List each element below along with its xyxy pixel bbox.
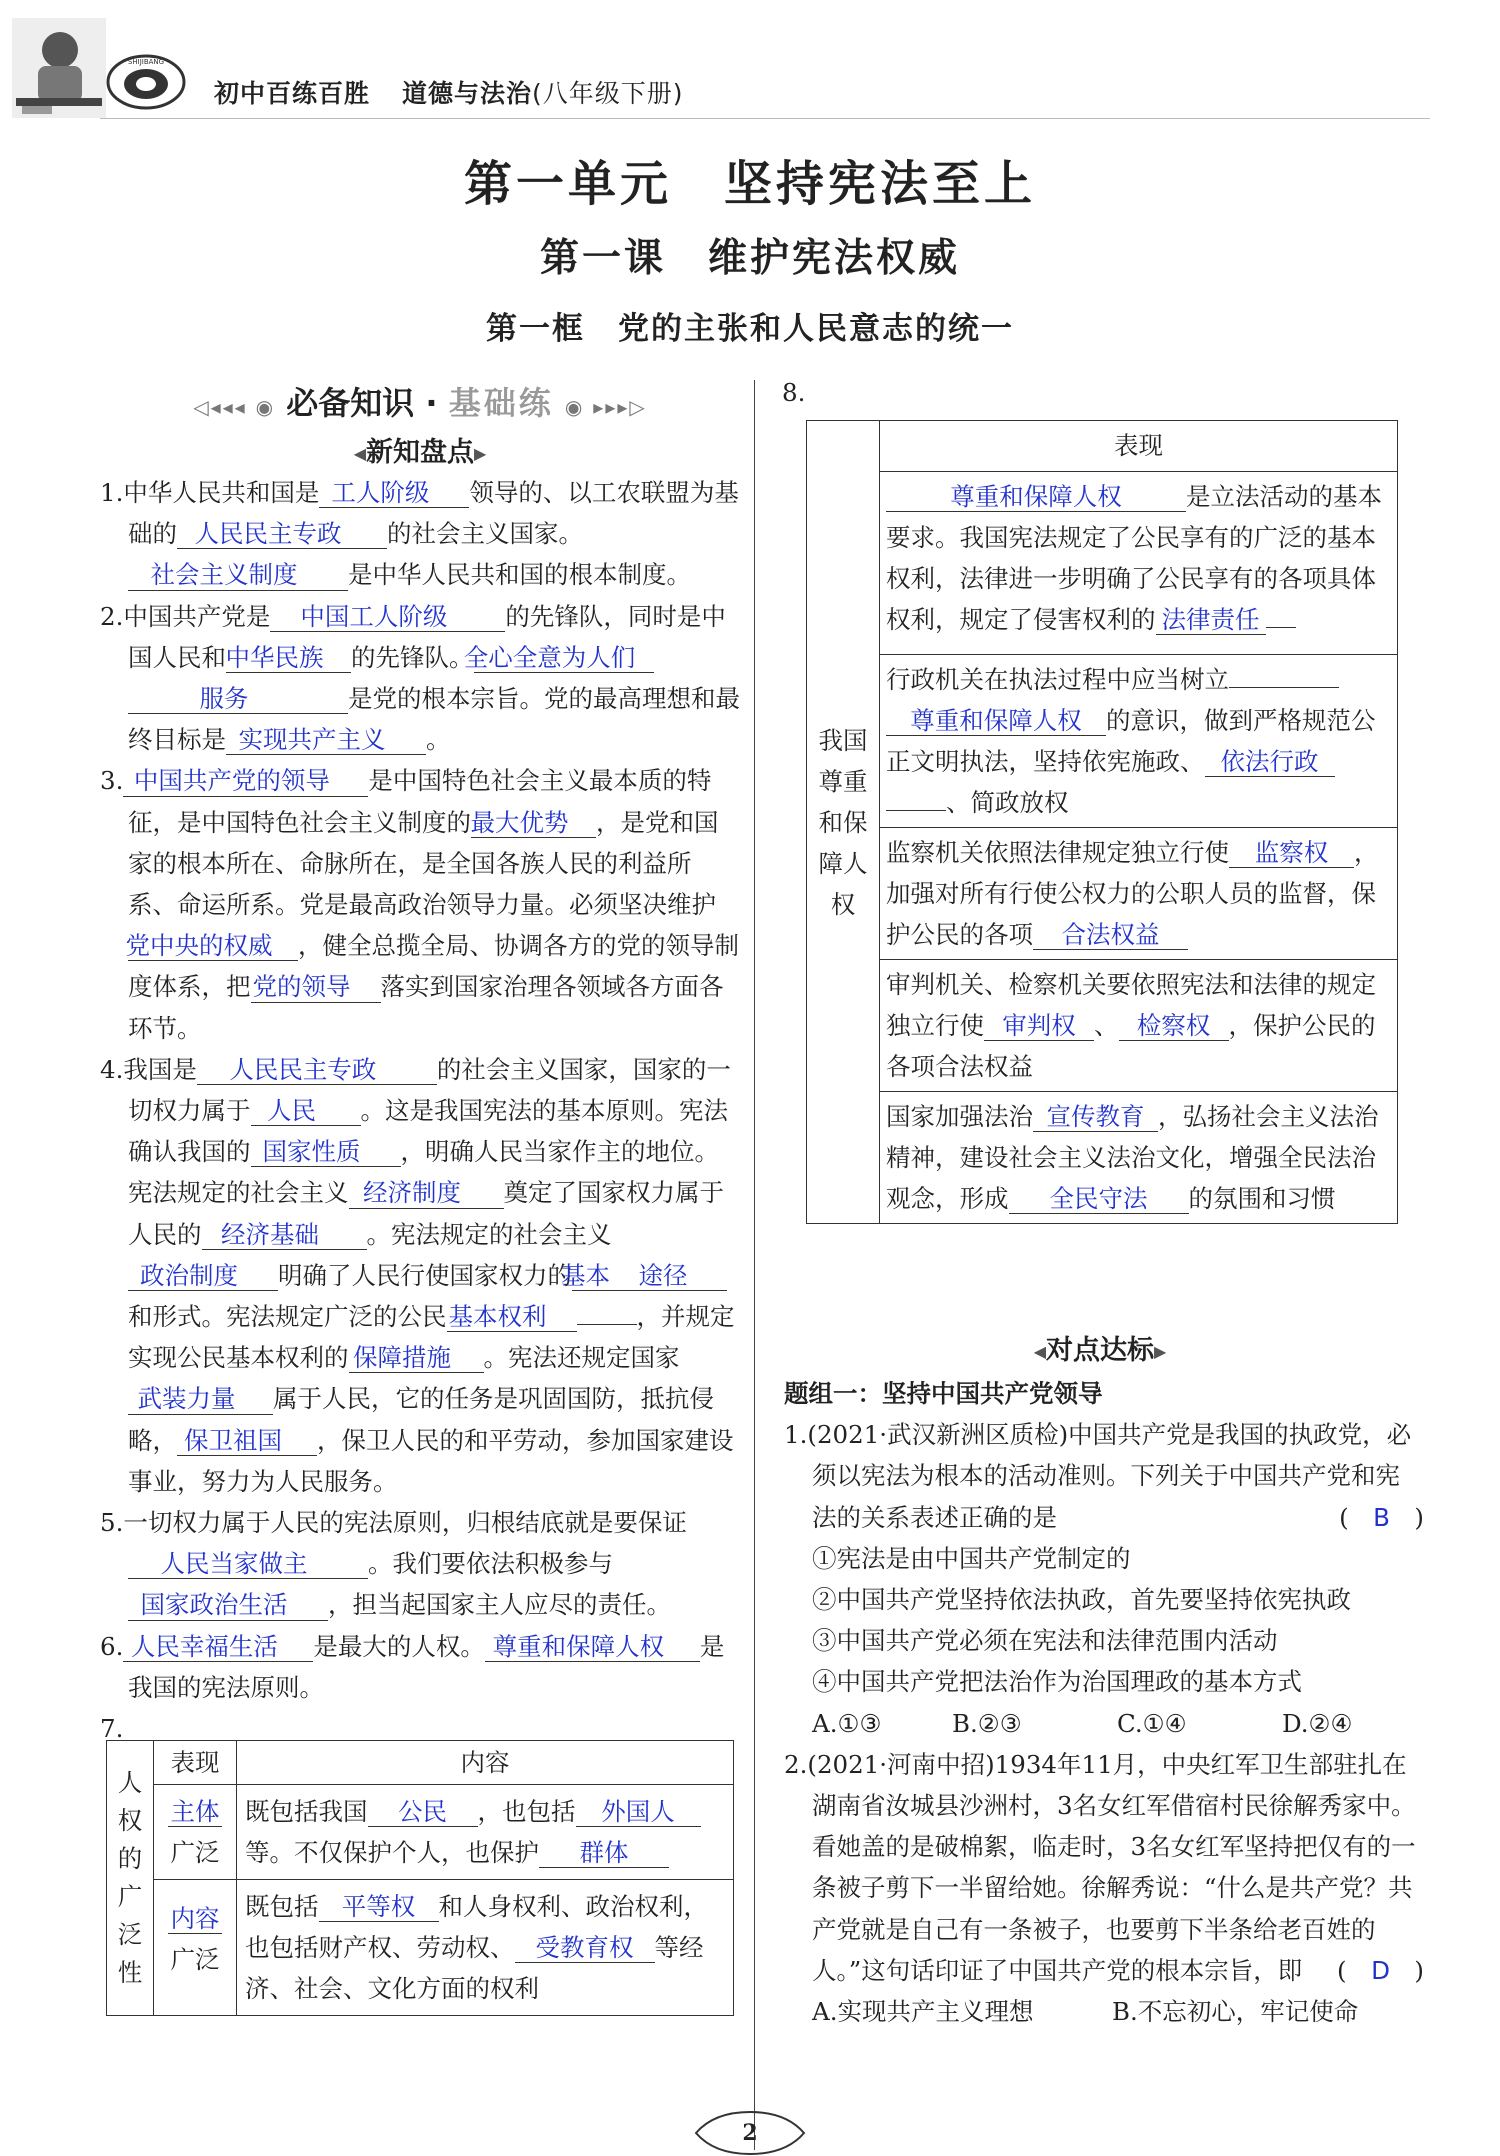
blank: 社会主义制度 [128,561,348,590]
blank: 中华民族 [226,644,351,673]
table7-row2-content: 既包括 平等权 和人身权利、政治权利，也包括财产权、劳动权、 受教育权 等经济、社会、文化方面的权利 [237,1880,734,2016]
blank: 武装力量 [128,1385,273,1414]
blank: 人民 [251,1097,361,1126]
question-3: 3. 中国共产党的领导 是中国特色社会主义最本质的特征，是中国特色社会主义制度的最大优势 ，是党和国家的根本所在、命脉所在，是全国各族人民的利益所系、命运所系。党是最高政治领导力量。必须坚决维护党中央的权威 ，健全总揽全局、协调各方的党的领导制度体系，把党的领导 落实到国家治理各领域各方面各环节。 [100,766,739,1043]
left-circle-icon: ◀ [1033,1342,1046,1361]
left-column [100,472,740,1749]
question-1: 1.中华人民共和国是 工人阶级 领导的、以工农联盟为基础的 人民民主专政 的社会主义国家。社会主义制度 是中华人民共和国的根本制度。 [100,478,739,590]
section-header [100,378,740,424]
blank: 人民当家做主 [128,1550,368,1579]
option: ④中国共产党把法治作为治国理政的基本方式 [812,1667,1302,1697]
header-series: 初中百练百胜 [214,79,371,108]
table8-row2: 行政机关在执法过程中应当树立尊重和保障人权 的意识，做到严格规范公正文明执法，坚持依宪施政、 依法行政、简政放权 [880,655,1398,828]
blank: 服务 [128,685,348,714]
table7-row1-content: 既包括我国 公民 ，也包括 外国人等。不仅保护个人，也保护 群体 [237,1785,734,1880]
question-6: 6. 人民幸福生活 是最大的人权。 尊重和保障人权 是我国的宪法原则。 [100,1631,725,1702]
blank: 国家性质 [251,1138,401,1167]
blank: 党的领导 [251,973,381,1002]
question-7-label: 7. [100,1714,124,1744]
lesson-title: 第一课 维护宪法权威 [539,235,960,281]
table8-row3: 监察机关依照法律规定独立行使 监察权 ，加强对所有行使公权力的公职人员的监督，保护公民的各项 合法权益 [880,828,1398,960]
question-4: 4.我国是 人民民主专政 的社会主义国家，国家的一切权力属于 人民 。这是我国宪法的基本原则。宪法确认我国的 国家性质 ，明确人民当家作主的地位。宪法规定的社会主义 经济制度 奠定了国家权力属于人民的 经济基础 。宪法规定的社会主义政治制度 明确了人民行使国家权力的基本 途径和形式。宪法规定广泛的公民基本权利 ，并规定实现公民基本权利的 保障措施 。宪法还规定国家武装力量 属于人民，它的任务是巩固国防，抵抗侵略， 保卫祖国 ，保卫人民的和平劳动，参加国家建设事业，努力为人民服务。 [100,1054,735,1496]
table7-header-2: 内容 [237,1741,734,1785]
page-number: 2 [722,2118,778,2148]
table7-side: 人权的广泛性 [107,1741,154,2016]
practice-heading: ◀对点达标▶ [1033,1335,1167,1366]
right-column [784,1373,1424,2032]
table-7 [106,1740,734,2016]
blank: 中国共产党的领导 [123,767,368,796]
blank: 经济基础 [202,1221,367,1250]
header-rule [100,118,1430,119]
table8-row5: 国家加强法治 宣传教育 ，弘扬社会主义法治精神，建设社会主义法治文化，增强全民法治观念，形成 全民守法 的氛围和习惯 [880,1092,1398,1224]
table7-row2-head: 内容 广泛 [154,1880,237,2016]
table8-side: 我国尊重和保障人权 [807,421,880,1224]
column-divider [754,380,755,2150]
table8-row1: 尊重和保障人权 是立法活动的基本要求。我国宪法规定了公民享有的广泛的基本权利，法律进一步明确了公民享有的各项具体权利，规定了侵害权利的 法律责任 [880,472,1398,655]
header-logo-text: SHIJIBANG [127,58,165,66]
blank: 基本权利 [447,1303,577,1332]
blank: 途径 [627,1262,727,1291]
option: ③中国共产党必须在宪法和法律范围内活动 [812,1626,1278,1656]
right-circle-icon: ▶ [1154,1342,1167,1361]
table-8 [806,420,1398,1224]
blank: 政治制度 [128,1262,278,1291]
left-arrows-icon: ◁◂◂◂ ◉ [193,395,276,419]
blank: 实现共产主义 [226,726,426,755]
question-8-label: 8. [782,378,806,407]
knowledge-heading: ◀新知盘点▶ [353,437,487,468]
practice-1: 1.(2021·武汉新洲区质检)中国共产党是我国的执政党，必须以宪法为根本的活动准则。下列关于中国共产党和宪法的关系表述正确的是 ( B ) [784,1414,1424,1538]
blank: 尊重和保障人权 [485,1633,700,1662]
option: ②中国共产党坚持依法执政，首先要坚持依宪执政 [812,1585,1351,1615]
group-1-title: 题组一：坚持中国共产党领导 [784,1379,1103,1408]
header-logo [106,52,186,110]
header-illustration [12,18,106,118]
choices: A.实现共产主义理想 B.不忘初心，牢记使命 [812,1997,1359,2027]
answer-bracket: ( B ) [1339,1502,1424,1532]
header-text [214,74,684,110]
left-circle-icon: ◀ [353,444,366,463]
frame-title: 第一框 党的主张和人民意志的统一 [486,311,1014,347]
blank-tail [577,1324,637,1325]
blank: 最大优势 [471,809,596,838]
right-circle-icon: ▶ [474,444,487,463]
question-5: 5.一切权力属于人民的宪法原则，归根结底就是要保证人民当家做主 。我们要依法积极参与国家政治生活 ，担当起国家主人应尽的责任。 [100,1508,687,1620]
blank: 中国工人阶级 [270,603,505,632]
practice-2: 2.(2021·河南中招)1934年11月，中央红军卫生部驻扎在湖南省汝城县沙洲村，3名女红军借宿村民徐解秀家中。看她盖的是破棉絮，临走时，3名女红军坚持把仅有的一条被子剪下一半留给她。徐解秀说：“什么是共产党？共产党就是自己有一条被子，也要剪下半条给老百姓的人。”这句话印证了中国共产党的根本宗旨，即 ( D ) [784,1744,1424,1991]
section-main: 必备知识 [286,384,415,422]
choices: A.①③ B.②③ C.①④ D.②④ [812,1708,1353,1738]
blank: 人民民主专政 [177,520,387,549]
blank: 国家政治生活 [128,1591,328,1620]
header-subject: 道德与法治 [402,79,533,108]
header-grade: (八年级下册) [532,79,684,108]
blank: 基本 [572,1262,627,1291]
question-2: 2.中国共产党是 中国工人阶级 的先锋队，同时是中国人民和中华民族 的先锋队。全心全意为人们服务 是党的根本宗旨。党的最高理想和最终目标是 实现共产主义 。 [100,601,740,755]
blank: 保障措施 [349,1344,484,1373]
table7-header-1: 表现 [154,1741,237,1785]
section-subtitle: 基础练 [448,384,554,422]
answer-bracket: ( D ) [1337,1955,1424,1985]
table8-row4: 审判机关、检察机关要依照宪法和法律的规定独立行使 审判权 、 检察权 ，保护公民的各项合法权益 [880,960,1398,1092]
table8-header: 表现 [880,421,1398,472]
unit-title: 第一单元 坚持宪法至上 [463,156,1036,212]
option: ①宪法是由中国共产党制定的 [812,1543,1131,1573]
blank: 保卫祖国 [177,1427,317,1456]
blank: 全心全意为人们 [474,644,654,673]
blank: 党中央的权威 [128,932,298,961]
blank: 工人阶级 [319,479,469,508]
section-dot: · [425,384,438,422]
blank: 经济制度 [349,1179,504,1208]
right-arrows-icon: ◉ ▸▸▸▷ [564,395,647,419]
table7-row1-head: 主体 广泛 [154,1785,237,1880]
blank: 人民民主专政 [197,1056,437,1085]
blank: 人民幸福生活 [123,1633,313,1662]
